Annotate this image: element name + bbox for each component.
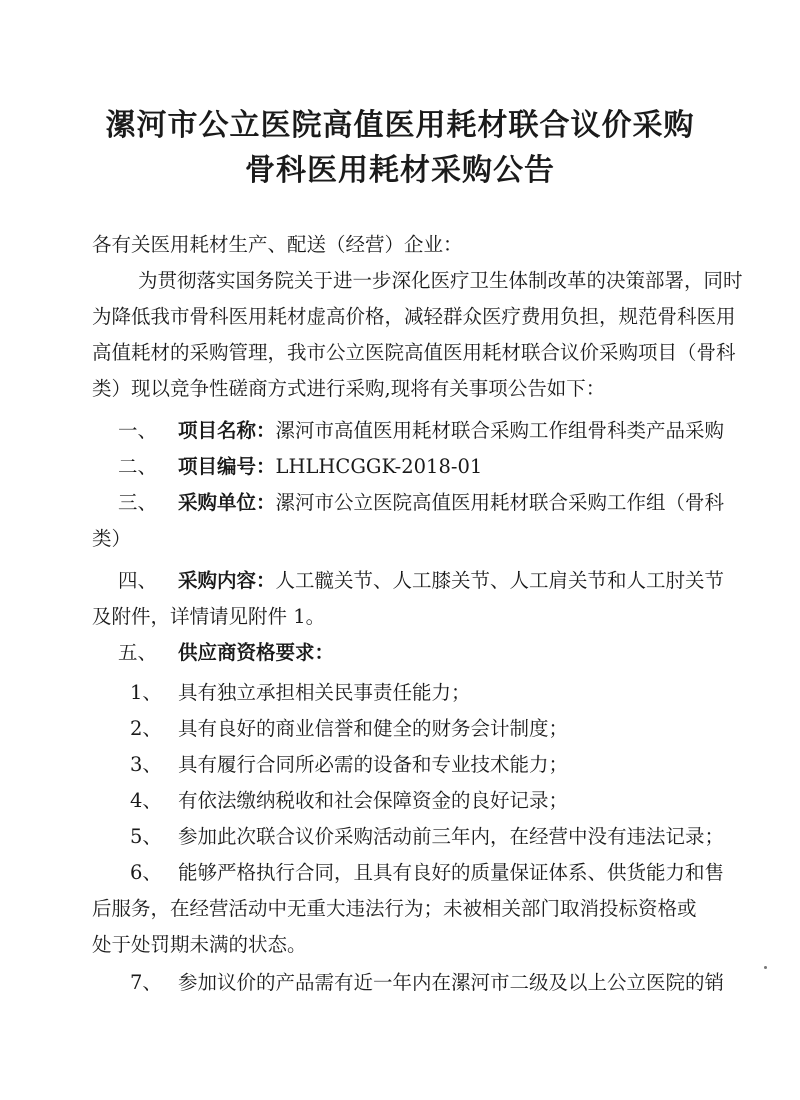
requirement-item	[130, 824, 724, 850]
item-number: 一、	[118, 419, 158, 442]
requirement-text: 具有独立承担相关民事责任能力；	[178, 681, 471, 704]
item-continuation: 及附件，详情请见附件 1。	[92, 605, 326, 628]
item-purchase-content	[118, 568, 724, 594]
salutation: 各有关医用耗材生产、配送（经营）企业：	[92, 233, 463, 256]
requirement-item	[130, 680, 471, 706]
intro-line: 高值耗材的采购管理，我市公立医院高值医用耗材联合议价采购项目（骨科	[92, 341, 736, 364]
item-label: 采购内容：	[178, 569, 276, 592]
item-number: 四、	[118, 569, 158, 592]
requirement-text: 具有良好的商业信誉和健全的财务会计制度；	[178, 717, 569, 740]
intro-line: 为降低我市骨科医用耗材虚高价格，减轻群众医疗费用负担，规范骨科医用	[92, 305, 736, 328]
item-label: 项目编号：	[178, 455, 276, 478]
requirement-text: 具有履行合同所必需的设备和专业技术能力；	[178, 753, 569, 776]
requirement-text: 能够严格执行合同，且具有良好的质量保证体系、供货能力和售	[178, 861, 725, 884]
requirement-continuation: 后服务，在经营活动中无重大违法行为；未被相关部门取消投标资格或	[92, 897, 697, 920]
document-title-line2: 骨科医用耗材采购公告	[245, 153, 555, 188]
requirement-item	[130, 788, 568, 814]
item-text: 人工髋关节、人工膝关节、人工肩关节和人工肘关节	[275, 569, 725, 592]
item-label: 采购单位：	[178, 491, 276, 514]
requirement-item	[130, 860, 724, 886]
requirement-number: 3、	[130, 753, 162, 776]
item-text: LHLHCGGK-2018-01	[275, 455, 483, 478]
requirement-number: 7、	[130, 971, 162, 994]
scan-speck	[764, 966, 767, 969]
intro-line: 类）现以竞争性磋商方式进行采购,现将有关事项公告如下：	[92, 377, 606, 400]
item-supplier-requirements	[118, 640, 334, 666]
requirement-text: 参加此次联合议价采购活动前三年内，在经营中没有违法记录；	[178, 825, 725, 848]
item-label: 供应商资格要求：	[178, 641, 335, 664]
requirement-continuation: 处于处罚期未满的状态。	[92, 933, 307, 956]
item-purchaser	[118, 490, 724, 516]
requirement-item	[130, 716, 568, 742]
requirement-number: 1、	[130, 681, 162, 704]
requirement-number: 2、	[130, 717, 162, 740]
item-label: 项目名称：	[178, 419, 276, 442]
item-project-name	[118, 418, 724, 444]
item-text: 漯河市高值医用耗材联合采购工作组骨科类产品采购	[275, 419, 725, 442]
intro-line: 为贯彻落实国务院关于进一步深化医疗卫生体制改革的决策部署，同时	[138, 269, 743, 292]
requirement-item	[130, 752, 568, 778]
requirement-number: 5、	[130, 825, 162, 848]
document-title-line1: 漯河市公立医院高值医用耗材联合议价采购	[105, 108, 695, 143]
requirement-text: 参加议价的产品需有近一年内在漯河市二级及以上公立医院的销	[178, 971, 725, 994]
requirement-number: 6、	[130, 861, 162, 884]
item-text: 漯河市公立医院高值医用耗材联合采购工作组（骨科	[275, 491, 725, 514]
item-continuation: 类）	[92, 527, 132, 550]
item-number: 二、	[118, 455, 158, 478]
item-number: 三、	[118, 491, 158, 514]
requirement-text: 有依法缴纳税收和社会保障资金的良好记录；	[178, 789, 569, 812]
requirement-number: 4、	[130, 789, 162, 812]
requirement-item	[130, 970, 724, 996]
item-number: 五、	[118, 641, 158, 664]
item-project-number	[118, 454, 482, 480]
